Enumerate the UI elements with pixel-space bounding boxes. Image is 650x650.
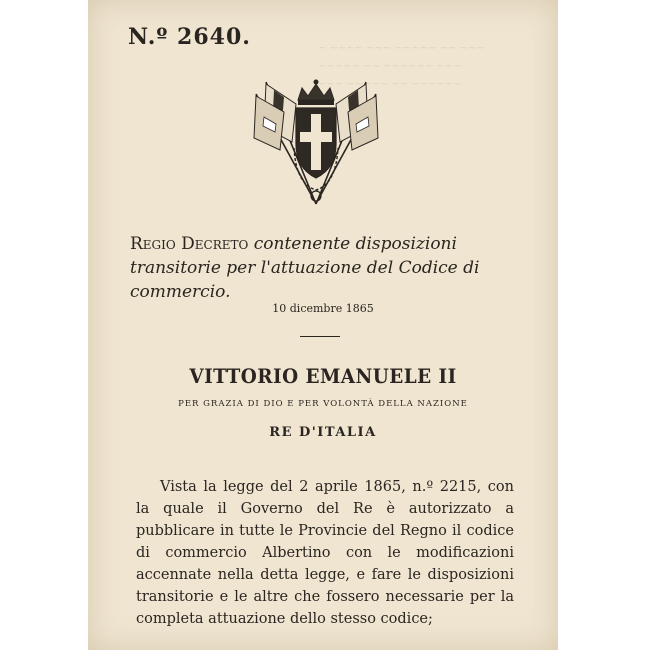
bleed-through-text: ~ ~~~~ ~~~ ~~~~~ ~~ ~~~ ~~~~~ ~~ ~~~~~~ ~~~ ~~~ ~~~~~ ~~ ~~~~~~ [318, 43, 485, 90]
grace-formula: PER GRAZIA DI DIO E PER VOLONTÀ DELLA NAZIONE [178, 399, 468, 409]
coat-of-arms-icon [236, 72, 396, 212]
document-page [88, 0, 558, 650]
decree-title-type: Regio Decreto [130, 234, 249, 254]
divider [300, 336, 340, 337]
decree-date: 10 dicembre 1865 [272, 302, 374, 315]
body-paragraph: Vista la legge del 2 aprile 1865, n.º 2215, con la quale il Governo del Re è autorizzato a pubblicare in tutte le Provincie del Regno il codice di commercio Albertino con le modificazioni accennate nella detta legge, e fare le disposizioni transitorie e le altre che fossero necessarie per la completa attuazione dello stesso codice; [136, 479, 514, 627]
decree-title-description: contenente disposizioni transitorie per l'attuazione del Codice di commercio. [130, 234, 480, 302]
decree-title [130, 232, 520, 304]
decree-body [136, 476, 514, 630]
king-name: VITTORIO EMANUELE II [189, 364, 457, 388]
decree-number: N.º 2640. [128, 24, 251, 50]
king-title: RE D'ITALIA [269, 425, 377, 440]
